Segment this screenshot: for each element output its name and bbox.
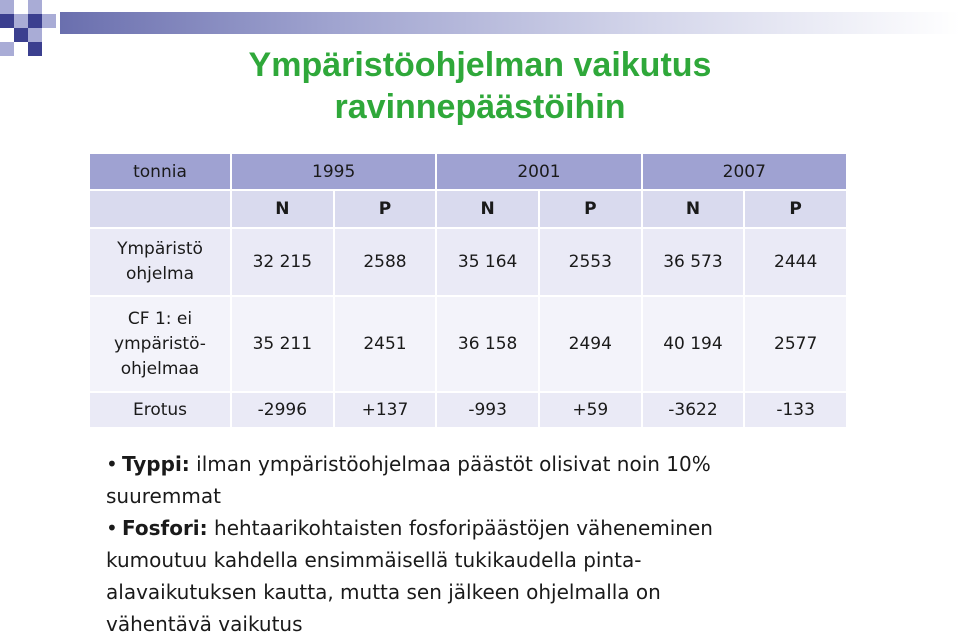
bullet-label: Typpi: [122, 452, 190, 476]
bullet-item [106, 512, 826, 544]
row-label [89, 296, 231, 392]
slide-title [120, 44, 840, 128]
bullet-item [106, 448, 826, 480]
empty-cell [89, 190, 231, 228]
nutrient-header: N [231, 190, 334, 228]
year-header: 2007 [642, 153, 847, 190]
table-cell: -133 [744, 392, 847, 428]
table-cell: -2996 [231, 392, 334, 428]
nutrient-header: P [334, 190, 437, 228]
bullet-text-line: vähentävä vaikutus [106, 612, 303, 636]
bullet-text: hehtaarikohtaisten fosforipäästöjen väheneminen [207, 516, 713, 540]
table-cell: -3622 [642, 392, 745, 428]
bullet-marker: • [106, 516, 118, 540]
row-label-line: ympäristö- [114, 333, 206, 354]
table-cell: +59 [539, 392, 642, 428]
row-label-line: CF 1: ei [127, 308, 193, 329]
table-row [89, 392, 847, 428]
title-line-1: Ympäristöohjelman vaikutus [248, 46, 712, 84]
year-header: 1995 [231, 153, 436, 190]
table-cell: 2444 [744, 228, 847, 296]
bullet-text: ilman ympäristöohjelmaa päästöt olisivat noin 10% [189, 452, 711, 476]
header-gradient-bar [60, 12, 960, 34]
row-label-line: ohjelmaa [120, 358, 200, 379]
table-cell: 2588 [334, 228, 437, 296]
title-line-2: ravinnepäästöihin [334, 88, 626, 126]
table-cell: 36 573 [642, 228, 745, 296]
table-cell: 32 215 [231, 228, 334, 296]
table-cell: -993 [436, 392, 539, 428]
table-cell: 40 194 [642, 296, 745, 392]
nutrient-header: N [436, 190, 539, 228]
row-label [89, 228, 231, 296]
table-cell: 2553 [539, 228, 642, 296]
bullet-list [106, 448, 826, 640]
table-cell: 36 158 [436, 296, 539, 392]
table-cell: 2494 [539, 296, 642, 392]
year-header: 2001 [436, 153, 641, 190]
emissions-table [88, 152, 848, 429]
row-label [89, 392, 231, 428]
table-row [89, 296, 847, 392]
table-cell: 2577 [744, 296, 847, 392]
row-label-line: Ympäristö [117, 239, 203, 259]
bullet-text-line: alavaikutuksen kautta, mutta sen jälkeen ohjelmalla on [106, 580, 661, 604]
bullet-text-line: kumoutuu kahdella ensimmäisellä tukikaudella pinta- [106, 548, 642, 572]
bullet-marker: • [106, 452, 118, 476]
row-label-line: Erotus [132, 399, 188, 420]
table-header-row [89, 153, 847, 190]
row-label-line: ohjelma [125, 264, 195, 284]
nutrient-header: P [744, 190, 847, 228]
table-cell: 35 164 [436, 228, 539, 296]
unit-label: tonnia [89, 153, 231, 190]
bullet-text-line: suuremmat [106, 484, 221, 508]
nutrient-header-row [89, 190, 847, 228]
table-cell: 2451 [334, 296, 437, 392]
table-cell: 35 211 [231, 296, 334, 392]
nutrient-header: N [642, 190, 745, 228]
table-cell: +137 [334, 392, 437, 428]
bullet-label: Fosfori: [122, 516, 208, 540]
nutrient-header: P [539, 190, 642, 228]
table-row [89, 228, 847, 296]
